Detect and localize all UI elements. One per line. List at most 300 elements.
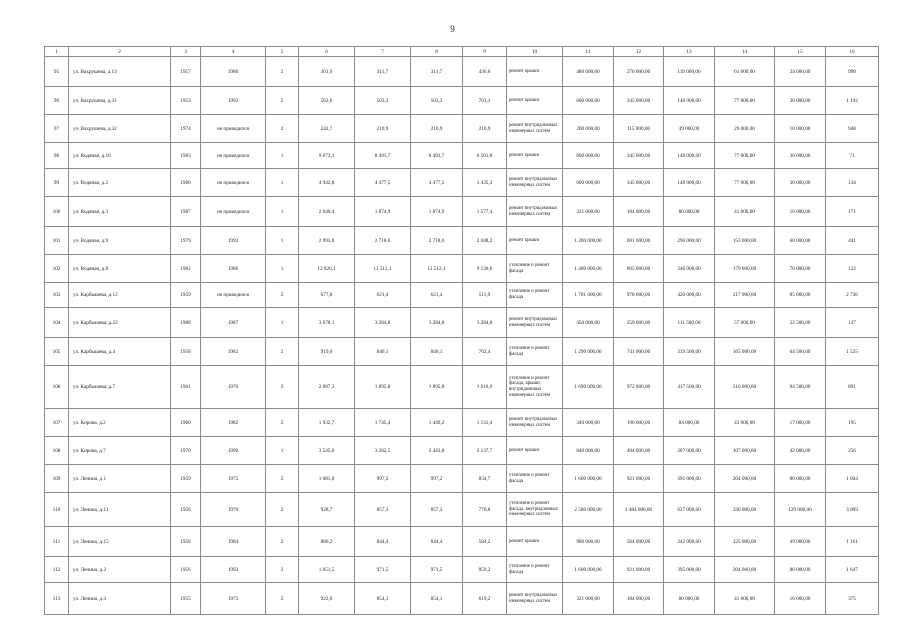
table-cell: 153 000,00 xyxy=(715,227,775,255)
table-cell: 1958 xyxy=(171,338,201,366)
table-cell: 2 xyxy=(266,583,299,615)
table-cell: 417 500,00 xyxy=(664,366,715,409)
table-cell: 99 xyxy=(45,169,69,197)
table-cell: 503,3 xyxy=(355,87,411,115)
header-cell: 10 xyxy=(507,47,563,57)
table-cell: 4 477,5 xyxy=(355,169,411,197)
table-cell: 701,1 xyxy=(463,87,507,115)
header-cell: 7 xyxy=(355,47,411,57)
table-cell: ул. Водяная, д.16 xyxy=(69,143,171,169)
table-cell: 77 000,00 xyxy=(715,143,775,169)
table-row xyxy=(45,493,879,527)
table-cell: 2 040,4 xyxy=(299,197,355,227)
table-cell: утепление и ремонт фасада, крыши, внутридомовых инженерных систем xyxy=(507,366,563,409)
table-cell: 1983 xyxy=(171,143,201,169)
table-cell: 564 000,00 xyxy=(614,527,664,557)
table-cell: утепление и ремонт фасада xyxy=(507,283,563,308)
table-cell: не проводился xyxy=(201,115,266,143)
table-cell: 1986 xyxy=(201,255,266,283)
table-cell: 2 048,2 xyxy=(463,227,507,255)
table-row xyxy=(45,283,879,308)
table-cell: 171 xyxy=(826,197,879,227)
table-cell: 125 000,00 xyxy=(715,527,775,557)
table-cell: 1990 xyxy=(201,437,266,465)
table-cell: 71 xyxy=(826,143,879,169)
table-cell: 70 000,00 xyxy=(775,255,826,283)
table-cell: 844,4 xyxy=(355,527,411,557)
table-cell: 1982 xyxy=(171,255,201,283)
table-cell: не проводился xyxy=(201,169,266,197)
table-cell: 2 xyxy=(266,465,299,493)
table-cell: 2 xyxy=(266,283,299,308)
table-cell: 4 477,5 xyxy=(411,169,463,197)
table-cell: 216 000,00 xyxy=(715,366,775,409)
table-cell: 2 xyxy=(266,115,299,143)
table-cell: 480 000,00 xyxy=(563,57,614,87)
table-cell: 1970 xyxy=(171,437,201,465)
table-cell: 619,2 xyxy=(463,583,507,615)
table-cell: ул. Вахрушева, д.13 xyxy=(69,57,171,87)
table-cell: 846,1 xyxy=(355,338,411,366)
header-cell: 15 xyxy=(775,47,826,57)
table-cell: 1959 xyxy=(171,283,201,308)
table-cell: 1986 xyxy=(201,57,266,87)
table-cell: ремонт крыши xyxy=(507,437,563,465)
table-cell: 1 xyxy=(266,143,299,169)
table-cell: 1973 xyxy=(201,583,266,615)
table-cell: 1 xyxy=(266,197,299,227)
table-cell: 1 600 000,00 xyxy=(563,557,614,583)
table-cell: 24 000,00 xyxy=(775,57,826,87)
table-row xyxy=(45,169,879,197)
table-cell: 210,9 xyxy=(411,115,463,143)
table-cell: 2 443,8 xyxy=(411,437,463,465)
table-cell: ремонт крыши xyxy=(507,57,563,87)
table-cell: 148 000,00 xyxy=(664,169,715,197)
table-cell: 1 600 000,00 xyxy=(563,465,614,493)
table-cell: 179 000,00 xyxy=(715,255,775,283)
table-cell: 1980 xyxy=(171,169,201,197)
table-cell: 450 000,00 xyxy=(563,308,614,338)
table-cell: 1988 xyxy=(171,308,201,338)
table-cell: 1 895,8 xyxy=(355,366,411,409)
header-row xyxy=(45,47,879,57)
table-cell: 2 xyxy=(266,57,299,87)
table-cell: 8 491,7 xyxy=(411,143,463,169)
table-cell: 395 000,00 xyxy=(664,557,715,583)
header-cell: 6 xyxy=(299,47,355,57)
table-cell: 184 000,00 xyxy=(614,197,664,227)
table-cell: 330 000,00 xyxy=(715,493,775,527)
table-cell: 103 xyxy=(45,283,69,308)
table-cell: ул. Ленина, д.1 xyxy=(69,465,171,493)
table-cell: 1960 xyxy=(171,409,201,437)
table-cell: 1 192 xyxy=(826,87,879,115)
table-cell: 165 000,00 xyxy=(715,338,775,366)
table-row xyxy=(45,557,879,583)
header-cell: 3 xyxy=(171,47,201,57)
table-row xyxy=(45,57,879,87)
table-cell: 104 xyxy=(45,308,69,338)
table-cell: ремонт крыши xyxy=(507,227,563,255)
table-cell: 108 xyxy=(45,437,69,465)
table-cell: 1987 xyxy=(171,197,201,227)
table-cell: 30 000,00 xyxy=(775,143,826,169)
table-cell: 948 xyxy=(826,115,879,143)
table-cell: 1 874,9 xyxy=(411,197,463,227)
table-cell: 621,4 xyxy=(355,283,411,308)
table-cell: 997,2 xyxy=(355,465,411,493)
table-cell: 600 000,00 xyxy=(563,169,614,197)
table-cell: 4 942,8 xyxy=(299,169,355,197)
header-cell: 9 xyxy=(463,47,507,57)
table-cell: 210,9 xyxy=(355,115,411,143)
table-cell: 1 081,8 xyxy=(299,465,355,493)
table-cell: 95 xyxy=(45,57,69,87)
table-cell: 998 xyxy=(826,57,879,87)
table-cell: 112 xyxy=(45,557,69,583)
table-cell: ул. Ленина, д.3 xyxy=(69,583,171,615)
table-cell: 1972 xyxy=(201,465,266,493)
table-cell: 96 xyxy=(45,87,69,115)
table-cell: 9 130,6 xyxy=(463,255,507,283)
table-cell: 204 000,00 xyxy=(715,557,775,583)
table-cell: 2 xyxy=(266,87,299,115)
table-cell: ул. Вахрушева, д.32 xyxy=(69,115,171,143)
table-cell: 854,1 xyxy=(411,583,463,615)
table-cell: ул. Ленина, д.11 xyxy=(69,493,171,527)
table-cell: ул. Водяная, д.8 xyxy=(69,255,171,283)
table-cell: 484 000,00 xyxy=(614,437,664,465)
table-cell: 105 xyxy=(45,338,69,366)
table-cell: 3 282,5 xyxy=(355,437,411,465)
table-cell: 2 xyxy=(266,557,299,583)
table-cell: 2 xyxy=(266,527,299,557)
header-cell: 8 xyxy=(411,47,463,57)
table-cell: ул. Карбышева, д.22 xyxy=(69,308,171,338)
table-row xyxy=(45,255,879,283)
table-row xyxy=(45,143,879,169)
table-cell: 1961 xyxy=(171,366,201,409)
table-cell: 600 000,00 xyxy=(563,143,614,169)
table-cell: 1 161 xyxy=(826,527,879,557)
table-cell: 26 000,00 xyxy=(715,115,775,143)
table-cell: 16 000,00 xyxy=(775,583,826,615)
table-cell: 242 000,00 xyxy=(664,527,715,557)
table-cell: 441 xyxy=(826,227,879,255)
table-cell: 3 678,1 xyxy=(299,308,355,338)
table-cell: 436,6 xyxy=(463,57,507,87)
table-cell: 77 000,00 xyxy=(715,169,775,197)
table-cell: 691 000,00 xyxy=(614,227,664,255)
table-cell: 972 000,00 xyxy=(614,366,664,409)
table-cell: 80 000,00 xyxy=(664,197,715,227)
table-cell: ремонт внутридомовых инженерных систем xyxy=(507,197,563,227)
table-cell: 345 000,00 xyxy=(614,143,664,169)
table-cell: 600 000,00 xyxy=(563,87,614,115)
table-cell: 80 000,00 xyxy=(775,557,826,583)
table-cell: 242,7 xyxy=(299,115,355,143)
table-cell: 41 000,00 xyxy=(715,583,775,615)
table-cell: 113 xyxy=(45,583,69,615)
table-cell: ул. Ленина, д.15 xyxy=(69,527,171,557)
header-cell: 16 xyxy=(826,47,879,57)
table-cell: 311,7 xyxy=(355,57,411,87)
table-row xyxy=(45,437,879,465)
table-cell: 1 690 000,00 xyxy=(563,366,614,409)
table-cell: 2 718,6 xyxy=(411,227,463,255)
table-cell: 346 000,00 xyxy=(664,255,715,283)
table-cell: 1984 xyxy=(201,527,266,557)
table-cell: 2 xyxy=(266,493,299,527)
table-cell: ремонт внутридомовых инженерных систем xyxy=(507,169,563,197)
table-cell: 1956 xyxy=(171,493,201,527)
table-cell: 584,2 xyxy=(463,527,507,557)
table-cell: 85 000,00 xyxy=(775,283,826,308)
table-cell: 1974 xyxy=(171,115,201,143)
table-cell: 3 545,0 xyxy=(299,437,355,465)
table-cell: ремонт крыши xyxy=(507,143,563,169)
table-cell: 57 000,00 xyxy=(715,308,775,338)
table-cell: ул. Водяная, д.2 xyxy=(69,169,171,197)
table-cell: ул. Карбышева, д.4 xyxy=(69,338,171,366)
table-row xyxy=(45,227,879,255)
table-cell: 844,4 xyxy=(411,527,463,557)
table-cell: 64 500,00 xyxy=(775,338,826,366)
table-cell: утепление и ремонт фасада xyxy=(507,255,563,283)
table-cell: 2 580 000,00 xyxy=(563,493,614,527)
table-cell: 60 000,00 xyxy=(775,227,826,255)
table-cell: 98 xyxy=(45,143,69,169)
table-cell: утепление и ремонт фасада xyxy=(507,338,563,366)
table-cell: 562,6 xyxy=(299,87,355,115)
table-cell: 41 000,00 xyxy=(715,197,775,227)
table-cell: 210,9 xyxy=(463,115,507,143)
table-cell: 859,2 xyxy=(463,557,507,583)
table-cell: 319 500,00 xyxy=(664,338,715,366)
table-cell: 1 932,7 xyxy=(299,409,355,437)
table-cell: утепление и ремонт фасада xyxy=(507,557,563,583)
table-row xyxy=(45,409,879,437)
table-row xyxy=(45,197,879,227)
table-cell: утепление и ремонт фасада, внутридомовых инженерных систем xyxy=(507,493,563,527)
table-cell: 1 xyxy=(266,308,299,338)
table-cell: 42 000,00 xyxy=(775,437,826,465)
table-cell: 276 000,00 xyxy=(614,57,664,87)
header-cell: 11 xyxy=(563,47,614,57)
table-cell: не проводился xyxy=(201,143,266,169)
table-cell: 107 xyxy=(45,409,69,437)
table-cell: 1 525 xyxy=(826,338,879,366)
table-cell: 107 000,00 xyxy=(715,437,775,465)
page-number: 9 xyxy=(450,24,455,34)
table-cell: не проводился xyxy=(201,197,266,227)
table-cell: 928,7 xyxy=(299,493,355,527)
table-cell: 8 491,7 xyxy=(355,143,411,169)
table-cell: 637 000,00 xyxy=(664,493,715,527)
table-cell: не проводился xyxy=(201,283,266,308)
table-cell: 217 000,00 xyxy=(715,283,775,308)
table-cell: 3 284,8 xyxy=(463,308,507,338)
table-cell: 1 xyxy=(266,169,299,197)
table-cell: ул. Карбышева, д.12 xyxy=(69,283,171,308)
table-cell: 971,5 xyxy=(355,557,411,583)
table-cell: 3 009 xyxy=(826,493,879,527)
table-cell: 111 500,00 xyxy=(664,308,715,338)
table-cell: 997,2 xyxy=(411,465,463,493)
table-cell: 395 000,00 xyxy=(664,465,715,493)
table-cell: 80 000,00 xyxy=(775,465,826,493)
table-cell: 148 000,00 xyxy=(664,143,715,169)
table-cell: 129 000,00 xyxy=(775,493,826,527)
table-cell: 49 000,00 xyxy=(664,115,715,143)
table-cell: 980 000,00 xyxy=(563,527,614,557)
table-cell: 49 000,00 xyxy=(775,527,826,557)
table-cell: 1992 xyxy=(201,87,266,115)
table-cell: 259 000,00 xyxy=(614,308,664,338)
table-cell: 2 137,7 xyxy=(463,437,507,465)
table-cell: ремонт крыши xyxy=(507,527,563,557)
table-cell: 296 000,00 xyxy=(664,227,715,255)
table-cell: 345 000,00 xyxy=(614,87,664,115)
table-row xyxy=(45,583,879,615)
table-cell: 106 xyxy=(45,366,69,409)
table-cell: 311,7 xyxy=(411,57,463,87)
table-cell: ул. Ленина, д.2 xyxy=(69,557,171,583)
table-cell: 11 512,1 xyxy=(411,255,463,283)
table-cell: 1957 xyxy=(171,57,201,87)
table-cell: 321 000,00 xyxy=(563,583,614,615)
table-cell: 1 895,8 xyxy=(411,366,463,409)
table-cell: 361,9 xyxy=(299,57,355,87)
table-cell: ремонт внутридомовых инженерных систем xyxy=(507,409,563,437)
table-cell: 621,4 xyxy=(411,283,463,308)
table-cell: 122 xyxy=(826,255,879,283)
table-cell: 184 000,00 xyxy=(614,583,664,615)
table-cell: 677,8 xyxy=(299,283,355,308)
table-cell: 43 000,00 xyxy=(715,409,775,437)
header-cell: 5 xyxy=(266,47,299,57)
table-cell: 1982 xyxy=(201,409,266,437)
table-cell: 741 000,00 xyxy=(614,338,664,366)
table-cell: 137 xyxy=(826,308,879,338)
table-cell: утепление и ремонт фасада xyxy=(507,465,563,493)
table-cell: ул. Кирова, д.7 xyxy=(69,437,171,465)
table-cell: 256 xyxy=(826,437,879,465)
table-cell: 921 000,00 xyxy=(614,465,664,493)
table-cell: 110 xyxy=(45,493,69,527)
table-cell: 1 200 000,00 xyxy=(563,227,614,255)
table-cell: 115 000,00 xyxy=(614,115,664,143)
table-cell: 119 000,00 xyxy=(664,57,715,87)
table-cell: 1982 xyxy=(201,338,266,366)
table-cell: 2 xyxy=(266,409,299,437)
table-cell: 1 xyxy=(266,227,299,255)
table-cell: 102 xyxy=(45,255,69,283)
table-cell: 2 993,8 xyxy=(299,227,355,255)
table-cell: 971,5 xyxy=(411,557,463,583)
table-row xyxy=(45,87,879,115)
table-cell: 805 000,00 xyxy=(614,255,664,283)
table-cell: 1979 xyxy=(171,227,201,255)
table-cell: 891 xyxy=(826,366,879,409)
table-cell: 3 284,8 xyxy=(411,308,463,338)
table-cell: 1 131,4 xyxy=(463,409,507,437)
table-cell: 854,1 xyxy=(355,583,411,615)
table-cell: 195 xyxy=(826,409,879,437)
header-cell: 12 xyxy=(614,47,664,57)
table-cell: 880,2 xyxy=(299,527,355,557)
repair-program-table xyxy=(44,46,879,615)
table-cell: ул. Водяная, д.9 xyxy=(69,227,171,255)
table-cell: 97 xyxy=(45,115,69,143)
table-cell: 1 874,9 xyxy=(355,197,411,227)
table-cell: 840 000,00 xyxy=(563,437,614,465)
table-cell: 1 604 xyxy=(826,465,879,493)
table-cell: 77 000,00 xyxy=(715,87,775,115)
table-cell: 16 000,00 xyxy=(775,197,826,227)
header-cell: 14 xyxy=(715,47,775,57)
table-cell: 100 xyxy=(45,197,69,227)
table-cell: 1958 xyxy=(171,527,201,557)
header-cell: 13 xyxy=(664,47,715,57)
table-cell: 109 xyxy=(45,465,69,493)
table-cell: 420 000,00 xyxy=(664,283,715,308)
table-cell: ул. Водяная, д.3 xyxy=(69,197,171,227)
table-cell: 2 087,3 xyxy=(299,366,355,409)
header-cell: 1 xyxy=(45,47,69,57)
table-cell: ремонт крыши xyxy=(507,87,563,115)
table-cell: 834,7 xyxy=(463,465,507,493)
table-cell: 2 xyxy=(266,366,299,409)
table-cell: 1 745,4 xyxy=(355,409,411,437)
table-cell: 22 500,00 xyxy=(775,308,826,338)
table-row xyxy=(45,465,879,493)
header-cell: 2 xyxy=(69,47,171,57)
table-cell: 919,0 xyxy=(299,338,355,366)
table-cell: 762,4 xyxy=(463,338,507,366)
table-cell: 204 000,00 xyxy=(715,465,775,493)
table-cell: 200 000,00 xyxy=(563,115,614,143)
table-cell: 3 284,8 xyxy=(355,308,411,338)
table-cell: 10 000,00 xyxy=(775,115,826,143)
table-cell: 148 000,00 xyxy=(664,87,715,115)
table-cell: 30 000,00 xyxy=(775,87,826,115)
table-cell: 9 673,1 xyxy=(299,143,355,169)
table-cell: 857,3 xyxy=(355,493,411,527)
table-cell: 17 000,00 xyxy=(775,409,826,437)
table-cell: 978 000,00 xyxy=(614,283,664,308)
table-row xyxy=(45,308,879,338)
table-cell: 101 xyxy=(45,227,69,255)
table-row xyxy=(45,338,879,366)
table-cell: 12 820,1 xyxy=(299,255,355,283)
table-cell: 1987 xyxy=(201,308,266,338)
table-cell: 1976 xyxy=(201,366,266,409)
table-cell: 1 449,2 xyxy=(411,409,463,437)
table-row xyxy=(45,527,879,557)
table-cell: 196 000,00 xyxy=(614,409,664,437)
table-cell: 345 000,00 xyxy=(614,169,664,197)
table-cell: 1953 xyxy=(171,87,201,115)
table-cell: 340 000,00 xyxy=(563,409,614,437)
table-cell: 1 701 000,00 xyxy=(563,283,614,308)
table-cell: 207 000,00 xyxy=(664,437,715,465)
table-cell: 503,3 xyxy=(411,87,463,115)
table-cell: 1955 xyxy=(171,583,201,615)
table-cell: 857,3 xyxy=(411,493,463,527)
table-cell: 2 718,6 xyxy=(355,227,411,255)
